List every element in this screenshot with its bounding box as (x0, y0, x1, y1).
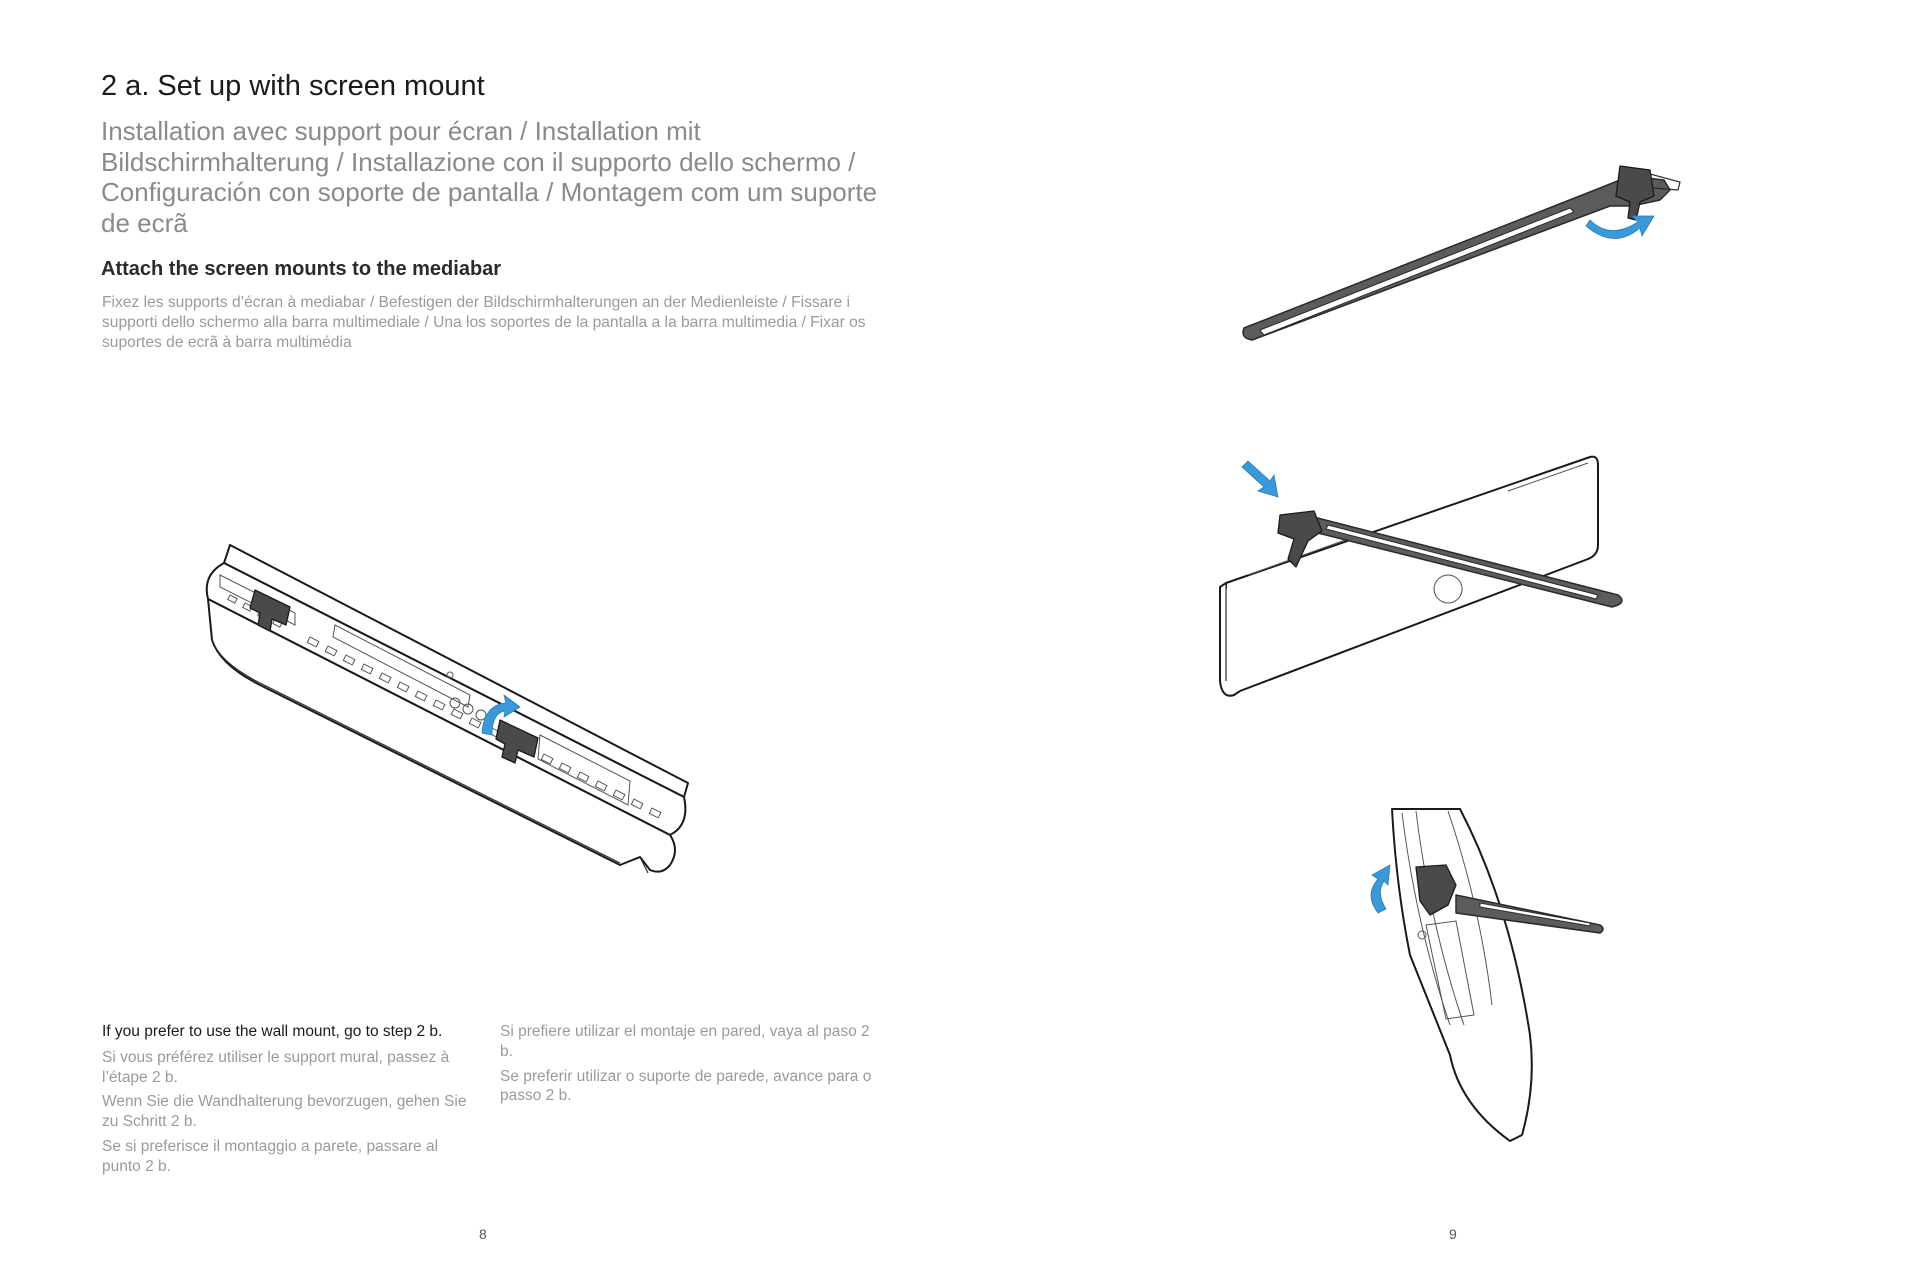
right-page (960, 0, 1920, 1288)
mount-clip-closeup-illustration (1360, 805, 1640, 1145)
note-english: If you prefer to use the wall mount, go to step 2 b. (102, 1023, 443, 1040)
page-number-right: 9 (1449, 1226, 1457, 1242)
page-title: 2 a. Set up with screen mount (101, 70, 485, 102)
note-portuguese: Se preferir utilizar o suporte de parede, avance para o passo 2 b. (500, 1067, 872, 1105)
note-german: Wenn Sie die Wandhalterung bevorzugen, gehen Sie zu Schritt 2 b. (102, 1093, 467, 1131)
lift-arrow-icon (1371, 865, 1390, 913)
note-french: Si vous préférez utiliser le support mural, passez à l’étape 2 b. (102, 1048, 450, 1086)
instruction-translations: Fixez les supports d’écran à mediabar / Befestigen der Bildschirmhalterungen an der Medienleiste / Fissare i supporti dello schermo alla barra multimediale / Una los soportes de la pantalla a la barra multimedia / Fixar os suportes de ecrã à barra multimédia (102, 294, 866, 351)
note-italian: Se si preferisce il montaggio a parete, passare al punto 2 b. (102, 1137, 439, 1175)
rotate-arrow-icon (1586, 216, 1654, 239)
page-subtitle-translations: Installation avec support pour écran / Installation mit Bildschirmhalterung / Installazione con il supporto dello schermo / Configuración con soporte de pantalla / Montagem com um suporte de ecrã (101, 116, 878, 238)
page-number-left: 8 (479, 1226, 487, 1242)
note-column-2 (500, 1022, 872, 1111)
note-column-1 (102, 1022, 474, 1182)
note-spanish: Si prefiere utilizar el montaje en pared, vaya al paso 2 b. (500, 1023, 870, 1060)
push-arrow-icon (1242, 461, 1278, 497)
screen-mount-strap-illustration (1240, 160, 1700, 340)
mediabar-back-illustration (200, 535, 700, 885)
instruction-heading: Attach the screen mounts to the mediabar (101, 258, 502, 280)
mediabar-with-strap-illustration (1218, 455, 1638, 705)
